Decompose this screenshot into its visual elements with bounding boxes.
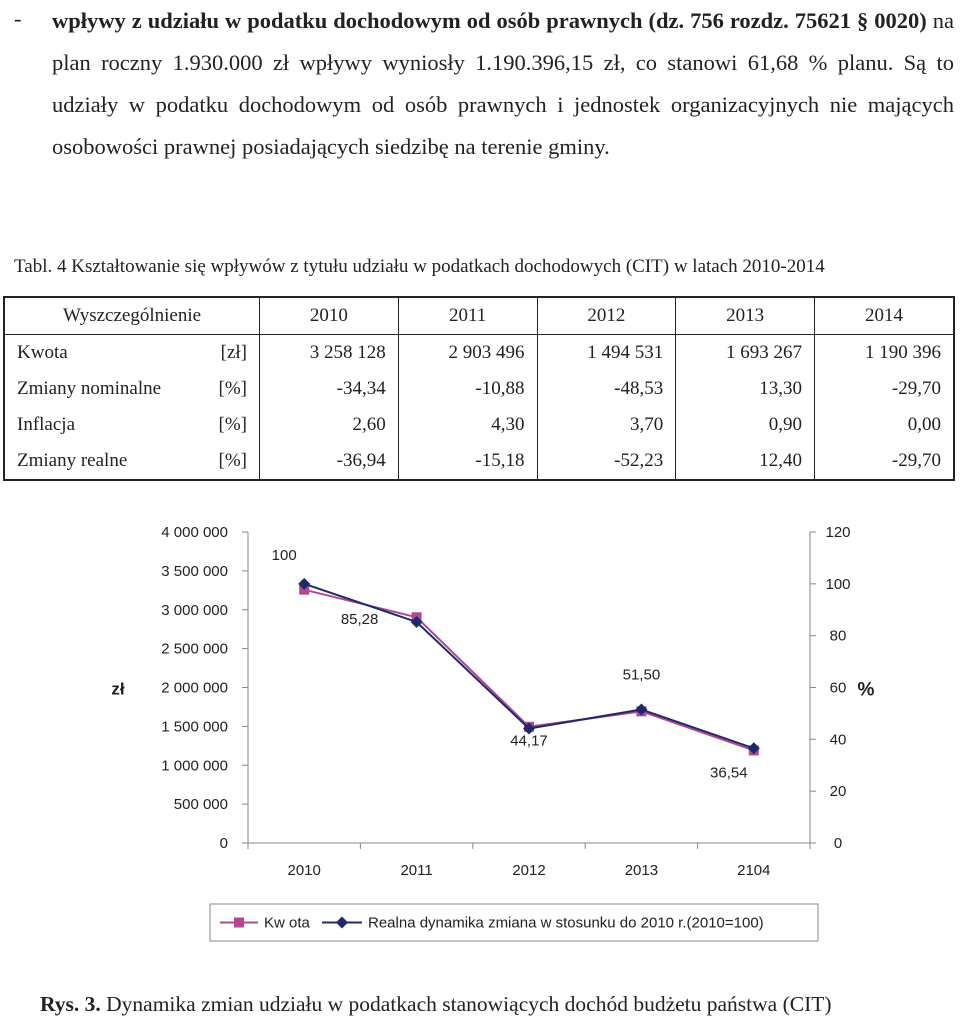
- table-cell: 12,40: [676, 443, 815, 480]
- paragraph-body: [52, 0, 954, 168]
- right-tick-label: 0: [833, 835, 843, 852]
- row-unit: [zł]: [220, 342, 247, 363]
- row-unit: [%]: [218, 414, 247, 435]
- table-cell: -29,70: [815, 443, 955, 480]
- header-cell-2012: 2012: [537, 297, 676, 335]
- chart-svg: [0, 500, 960, 950]
- left-tick-label: 2 000 000: [161, 679, 228, 697]
- intro-paragraph: [14, 0, 954, 168]
- table-cell: 0,90: [676, 407, 815, 443]
- table-caption-label: Tabl. 4: [14, 256, 67, 277]
- left-tick-label: 1 500 000: [161, 718, 228, 736]
- left-tick-label: 3 000 000: [161, 601, 228, 619]
- table-caption: [14, 256, 825, 278]
- right-tick-label: 60: [829, 679, 847, 697]
- table-cell: 4,30: [398, 407, 537, 443]
- row-label: Inflacja: [17, 414, 76, 435]
- header-cell-2011: 2011: [398, 297, 537, 335]
- table-row: [4, 371, 954, 407]
- right-tick-label: 80: [829, 627, 847, 645]
- right-tick-label: 40: [829, 731, 847, 749]
- row-label-cell: [4, 371, 260, 407]
- table-cell: -48,53: [537, 371, 676, 407]
- table-caption-text: Kształtowanie się wpływów z tytułu udziału w podatkach dochodowych (CIT) w latach 2010-2014: [66, 256, 825, 277]
- table-cell: -52,23: [537, 443, 676, 480]
- header-cell-2010: 2010: [260, 297, 399, 335]
- row-unit: [%]: [218, 378, 247, 399]
- table-cell: -36,94: [260, 443, 399, 480]
- table-cell: 2 903 496: [398, 335, 537, 372]
- header-cell-2013: 2013: [676, 297, 815, 335]
- legend-label-2: Realna dynamika zmiana w stosunku do 2010 r.(2010=100): [368, 914, 764, 932]
- left-tick-label: 2 500 000: [161, 640, 228, 658]
- table-cell: -34,34: [260, 371, 399, 407]
- header-cell-label: Wyszczególnienie: [4, 297, 260, 335]
- right-tick-label: 100: [825, 575, 851, 593]
- row-label: Zmiany nominalne: [17, 378, 162, 399]
- x-tick-label: 2013: [624, 862, 659, 879]
- paragraph-bold-lead: wpływy z udziału w podatku dochodowym od osób prawnych (dz. 756 rozdz. 75621 § 0020): [52, 8, 927, 33]
- row-label: Kwota: [17, 342, 68, 363]
- data-label: 36,54: [710, 764, 748, 782]
- table-cell: 1 693 267: [676, 335, 815, 372]
- table-cell: -10,88: [398, 371, 537, 407]
- x-tick-label: 2010: [287, 862, 321, 879]
- row-label-cell: [4, 407, 260, 443]
- figure-caption-label: Rys. 3.: [40, 992, 101, 1016]
- data-label: 51,50: [622, 666, 661, 684]
- legend-marker-square: [234, 918, 244, 928]
- x-tick-label: 2012: [512, 862, 546, 879]
- table-cell: 13,30: [676, 371, 815, 407]
- table-header-row: [4, 297, 954, 335]
- table-row: [4, 335, 954, 372]
- table-cell: 1 494 531: [537, 335, 676, 372]
- x-tick-label: 2011: [400, 862, 433, 879]
- left-tick-label: 4 000 000: [161, 524, 228, 541]
- paragraph-rest: na plan roczny 1.930.000 zł wpływy wyniosły 1.190.396,15 zł, co stanowi 61,68 % planu. Są to udziały w podatku dochodowym od osób prawnych i jednostek organizacyjnych nie mających osobowości prawnej posiadających siedzibę na terenie gminy.: [52, 8, 954, 159]
- table-cell: 0,00: [815, 407, 955, 443]
- data-label: 100: [271, 546, 297, 564]
- left-axis-label: zł: [111, 679, 125, 699]
- header-cell-2014: 2014: [815, 297, 955, 335]
- row-unit: [%]: [218, 450, 247, 471]
- table-row: [4, 407, 954, 443]
- table-cell: 3 258 128: [260, 335, 399, 372]
- table-cell: 3,70: [537, 407, 676, 443]
- list-dash: -: [14, 6, 22, 31]
- table-cell: 1 190 396: [815, 335, 955, 372]
- right-axis-label: %: [857, 679, 875, 701]
- legend-label-1: Kw ota: [264, 914, 310, 932]
- cit-chart: [0, 500, 960, 950]
- right-tick-label: 120: [825, 524, 851, 541]
- x-tick-label: 2104: [737, 862, 771, 879]
- cit-table: [3, 296, 955, 481]
- data-label: 44,17: [510, 732, 548, 750]
- figure-caption: [40, 992, 832, 1017]
- table-cell: -29,70: [815, 371, 955, 407]
- left-tick-label: 500 000: [173, 796, 228, 814]
- row-label: Zmiany realne: [17, 450, 128, 471]
- row-label-cell: [4, 335, 260, 372]
- row-label-cell: [4, 443, 260, 480]
- left-tick-label: 1 000 000: [161, 757, 228, 775]
- table-cell: -15,18: [398, 443, 537, 480]
- left-tick-label: 3 500 000: [161, 562, 228, 580]
- data-label: 85,28: [340, 610, 379, 628]
- table-cell: 2,60: [260, 407, 399, 443]
- table-row: [4, 443, 954, 480]
- right-tick-label: 20: [829, 783, 847, 801]
- left-tick-label: 0: [219, 835, 228, 852]
- figure-caption-text: Dynamika zmian udziału w podatkach stanowiących dochód budżetu państwa (CIT): [100, 992, 832, 1016]
